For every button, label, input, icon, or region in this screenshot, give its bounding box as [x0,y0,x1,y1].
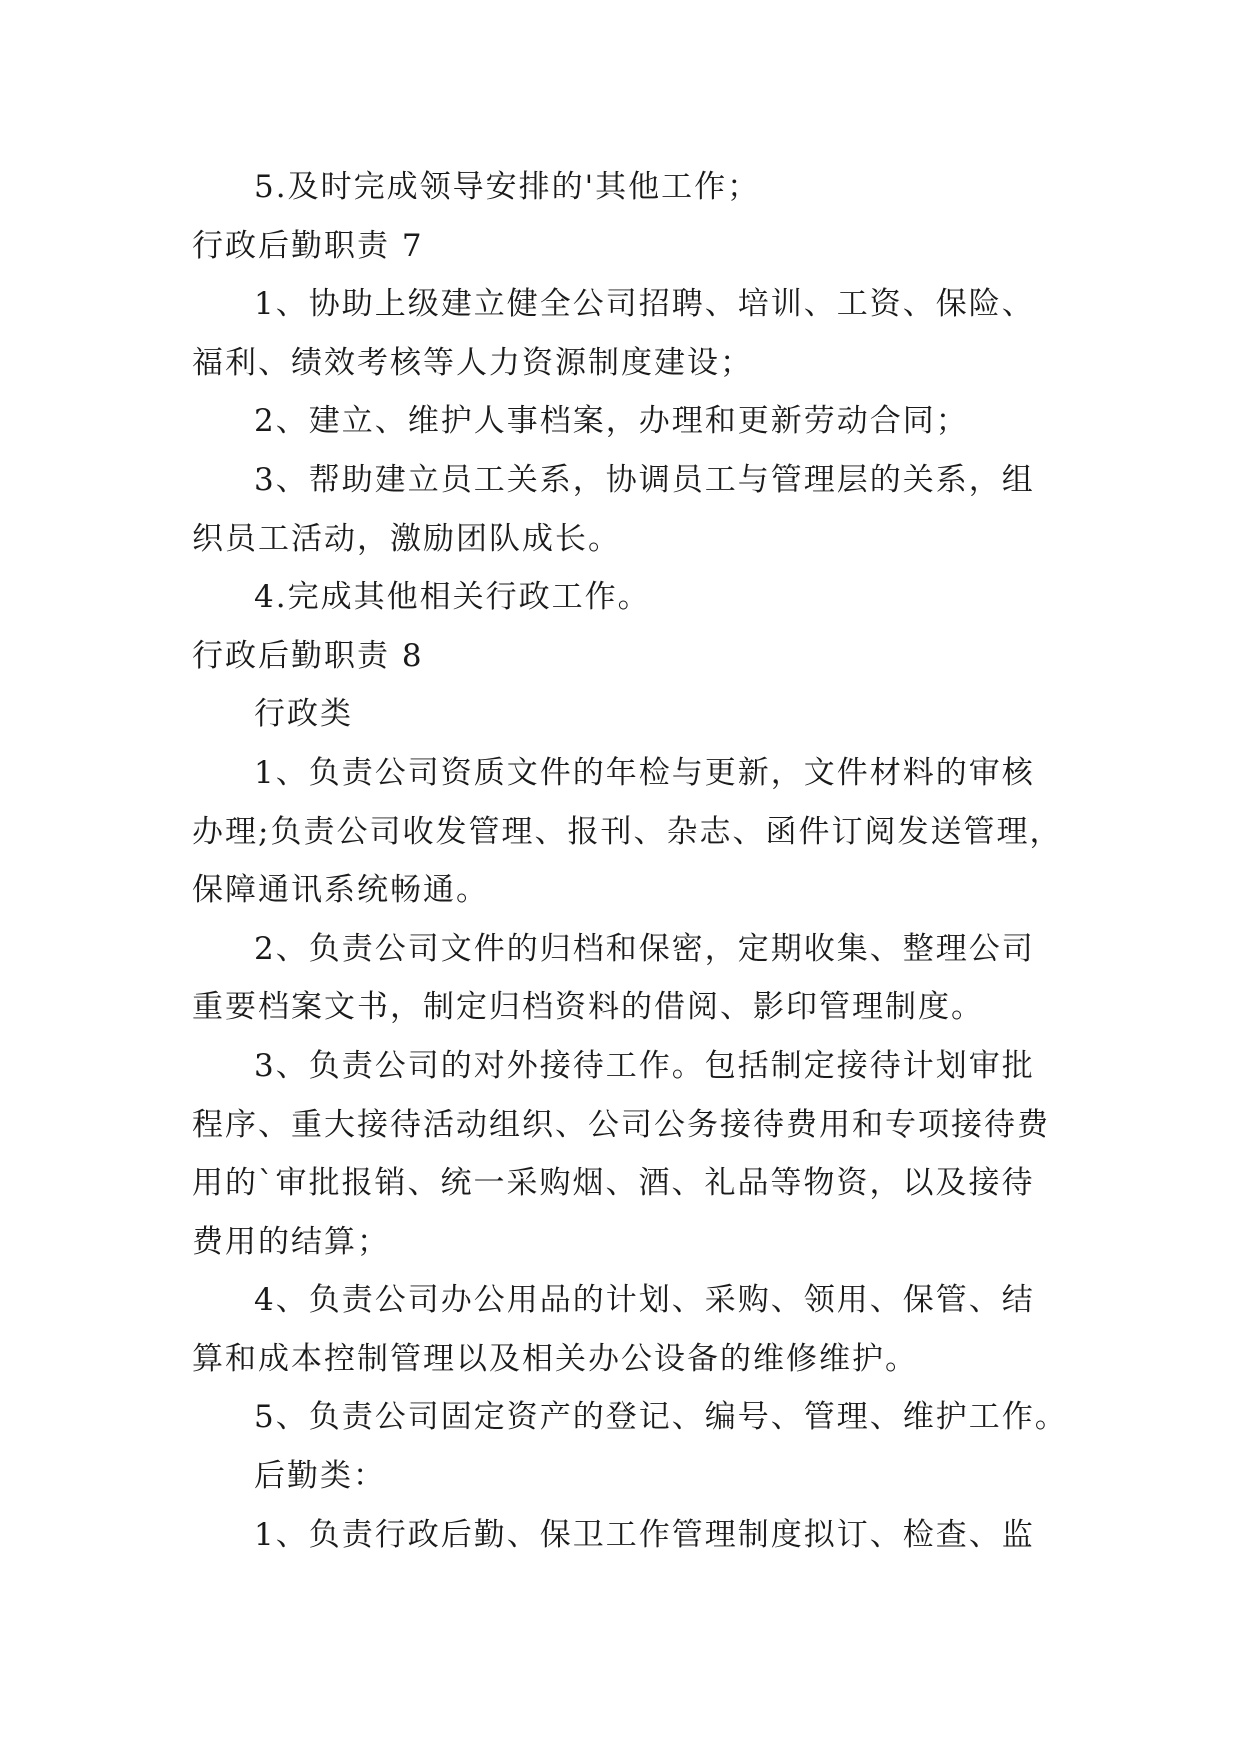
text-line: 福利、绩效考核等人力资源制度建设； [192,344,753,381]
text-line: 5、负责公司固定资产的登记、编号、管理、维护工作。 [254,1399,1068,1436]
text-line: 重要档案文书，制定归档资料的借阅、影印管理制度。 [192,989,984,1026]
section-heading: 行政后勤职责 8 [192,637,424,674]
text-line: 3、负责公司的对外接待工作。包括制定接待计划审批 [254,1047,1035,1084]
text-line: 保障通讯系统畅通。 [192,872,489,909]
subsection-heading: 后勤类： [254,1458,386,1495]
text-line: 1、负责行政后勤、保卫工作管理制度拟订、检查、监 [254,1516,1035,1553]
text-line: 4.完成其他相关行政工作。 [254,579,651,616]
text-line: 算和成本控制管理以及相关办公设备的维修维护。 [192,1340,918,1377]
section-heading: 行政后勤职责 7 [192,227,424,264]
text-line: 5.及时完成领导安排的'其他工作； [254,169,761,205]
text-line: 程序、重大接待活动组织、公司公务接待费用和专项接待费 [192,1106,1050,1143]
text-line: 织员工活动，激励团队成长。 [192,520,621,557]
document-body [192,158,1068,1564]
text-line: 2、建立、维护人事档案，办理和更新劳动合同； [254,403,969,440]
text-line: 用的`审批报销、统一采购烟、酒、礼品等物资，以及接待 [192,1165,1035,1202]
subsection-heading: 行政类 [254,696,353,733]
text-line: 费用的结算； [192,1223,390,1260]
text-line: 4、负责公司办公用品的计划、采购、领用、保管、结 [254,1282,1035,1319]
text-line: 1、负责公司资质文件的年检与更新，文件材料的审核 [254,754,1035,791]
text-line: 3、帮助建立员工关系，协调员工与管理层的关系，组 [254,461,1035,498]
text-line: 2、负责公司文件的归档和保密，定期收集、整理公司 [254,930,1035,967]
text-line: 办理;负责公司收发管理、报刊、杂志、函件订阅发送管理， [192,813,1063,850]
text-line: 1、协助上级建立健全公司招聘、培训、工资、保险、 [254,286,1035,323]
